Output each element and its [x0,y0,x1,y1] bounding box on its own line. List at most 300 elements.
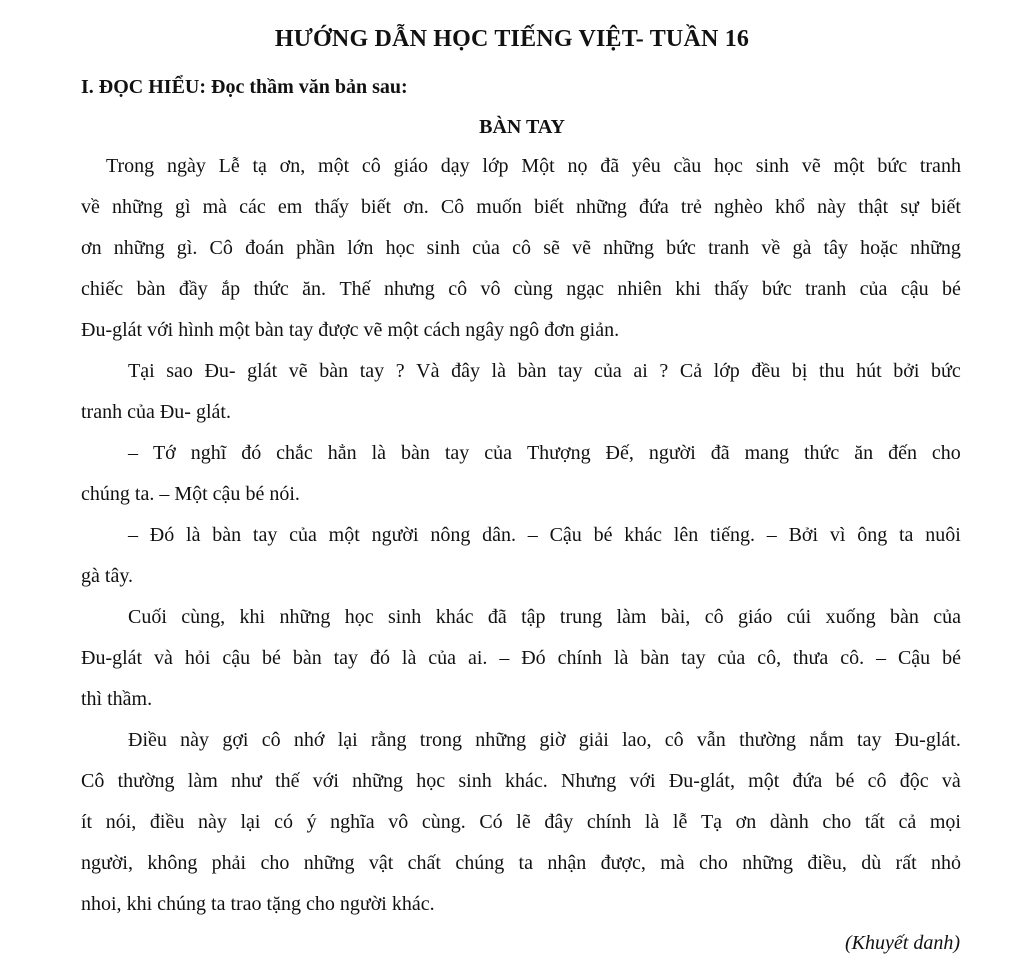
story-word: tay [857,729,882,751]
story-word: đứa [639,196,669,218]
story-word: lớp [713,360,740,382]
story-word: và [941,770,961,792]
story-line [81,597,961,638]
story-word: bàn [889,606,919,628]
story-word: hoặc [860,237,898,259]
story-line [81,884,961,925]
story-word: cùng [513,278,553,300]
story-word: các [239,196,266,218]
story-word: bàn [640,647,670,669]
story-word: của [472,237,500,259]
story-word: một [218,319,250,341]
story-line [81,146,961,187]
story-word: là [491,360,506,382]
story-word: thu [819,360,845,382]
story-word: bức [666,237,696,259]
story-word: bàn [401,442,430,464]
story-word: đầy [178,278,208,300]
story-word: những [910,237,961,259]
story-word: những [475,729,527,751]
story-word: vật [368,852,394,874]
story-word: rất [895,852,917,874]
story-word: sao [166,360,193,382]
story-word: cho [305,893,335,915]
story-word: một [318,155,350,177]
story-word: tay [558,360,583,382]
story-word: hút [856,360,882,382]
story-word: Đu- [159,401,191,423]
story-word: Đu- [204,360,236,382]
story-word: vì [829,524,846,546]
story-word: được [318,319,359,341]
story-word: bé [262,647,281,669]
story-word: biết [361,196,392,218]
story-word: này [817,196,847,218]
story-word: của [289,524,317,546]
story-word: glát [247,360,278,382]
story-word: và [154,647,173,669]
story-body [81,146,961,925]
story-word: một [833,155,865,177]
story-word: Thượng [526,442,591,464]
story-word: này [197,811,227,833]
story-word: điều, [807,852,847,874]
story-word: có [274,811,293,833]
story-word: như [231,770,262,792]
story-word: gà [792,237,812,259]
story-word: giờ [539,729,566,751]
story-word: dành [769,811,809,833]
story-line [81,392,961,433]
story-word: nông [430,524,471,546]
story-word: một [748,770,780,792]
story-line [81,556,961,597]
story-word: thưa [793,647,829,669]
story-word: lớp [482,155,509,177]
story-word: chắc [276,442,313,464]
story-word: vô [480,278,501,300]
story-word: đã [710,442,730,464]
story-word: ai. [467,647,488,669]
story-word: đã [487,606,507,628]
story-word: những [576,196,627,218]
story-word: dù [861,852,882,874]
story-line [81,679,961,720]
story-word: thật [858,196,889,218]
story-word: ? [659,360,669,382]
story-word: đây [451,360,480,382]
story-word: tranh [81,401,123,423]
story-line [81,351,961,392]
story-word: chiếc [81,278,124,300]
story-word: tay [288,319,314,341]
story-word: thế [275,770,300,792]
story-word: ăn [854,442,874,464]
story-word: vẽ [363,319,383,341]
story-word: khác [435,606,474,628]
story-word: cô. [840,647,865,669]
story-line [81,638,961,679]
story-word: muốn [476,196,522,218]
story-word: vẫn [696,729,726,751]
story-word: bức [877,155,908,177]
story-word: lên [673,524,699,546]
story-word: mà [660,852,685,874]
story-word: cùng, [181,606,226,628]
story-word: những [303,852,355,874]
story-word: bé [245,483,265,505]
story-word: đều [751,360,781,382]
story-word: cô, [757,647,782,669]
story-word: ? [395,360,405,382]
story-word: ngô [509,319,540,341]
story-word: cúi [786,606,812,628]
story-line [81,187,961,228]
story-word: – [128,524,138,546]
story-word: tay [252,524,278,546]
story-word: ắp [221,278,241,300]
story-word: bàn [517,360,547,382]
story-word: đoán [245,237,284,259]
story-word: Đế, [605,442,634,464]
story-word: nắm [809,729,844,751]
story-word: mà [202,196,228,218]
story-word: mọi [929,811,961,833]
story-word: ý [306,811,317,833]
story-word: độc [899,770,929,792]
story-word: Đu-glát. [894,729,961,751]
story-word: ai [633,360,648,382]
story-word: người, [81,852,133,874]
story-line [81,843,961,884]
story-word: vẽ [572,237,591,259]
story-word: cách [423,319,461,341]
story-word: glát. [195,401,231,423]
story-word: Trong [106,155,155,177]
story-word: dân. [482,524,517,546]
story-word: thấy [714,278,749,300]
story-word: của [484,442,512,464]
story-word: của [594,360,622,382]
story-word: những [742,852,794,874]
story-word: nhỏ [930,852,961,874]
story-word: là [644,811,660,833]
story-word: giản. [579,319,620,341]
story-line [81,228,961,269]
story-word: giải [578,729,609,751]
story-word: ông [857,524,888,546]
story-word: bởi [893,360,920,382]
story-word: Cậu [549,524,582,546]
story-word: khi [675,278,701,300]
story-line [81,720,961,761]
story-word: tranh [805,278,847,300]
story-word: nhoi, [81,893,122,915]
story-word: thường [739,729,797,751]
story-word: trung [559,606,603,628]
story-word: của [428,647,457,669]
story-word: nói. [269,483,300,505]
story-word: hỏi [184,647,211,669]
story-word: sinh [387,606,422,628]
story-word: cô [867,770,887,792]
story-word: ta [518,852,533,874]
story-word: nghèo [714,196,763,218]
section-heading: I. ĐỌC HIỂU: Đọc thầm văn bản sau: [81,76,408,98]
story-word: cho [698,852,728,874]
story-word: người [371,524,419,546]
story-word: hẳn [327,442,357,464]
story-word: ơn. [403,196,429,218]
story-word: đó [369,647,390,669]
story-word: phần [296,237,336,259]
story-word: cậu [222,647,251,669]
story-word: là [401,647,417,669]
story-word: những [279,606,331,628]
story-word: bị [791,360,808,382]
story-word: Tớ [152,442,176,464]
story-word: học [344,606,374,628]
story-word: Tại [128,360,155,382]
story-word: của [127,401,155,423]
story-word: cả [898,811,917,833]
story-word: ngây [465,319,505,341]
story-word: chúng [157,893,207,915]
story-word: trao [230,893,262,915]
story-word: rằng [370,729,407,751]
story-word: thì [81,688,103,710]
story-word: Lễ [218,155,240,177]
story-word: – [128,442,138,464]
story-word: đơn [544,319,575,341]
story-word: sự [900,196,919,218]
story-word: nghĩa [330,811,375,833]
story-word: gì [174,196,191,218]
story-word: tạ [252,155,267,177]
story-word: tây. [104,565,134,587]
story-word: – [876,647,887,669]
story-word: thường [117,770,175,792]
story-word: về [761,237,781,259]
story-word: cậu [900,278,929,300]
story-word: tay [444,442,470,464]
story-word: bàn [136,278,166,300]
story-word: biết [533,196,564,218]
story-line [81,802,961,843]
story-word: sinh [755,155,790,177]
story-word: đứa [792,770,823,792]
story-word: yêu [631,155,661,177]
story-word: làm [616,606,647,628]
story-word: không [147,852,198,874]
story-word: chúng [455,852,505,874]
story-word: về [81,196,100,218]
story-word: chúng [81,483,130,505]
story-line [81,433,961,474]
story-word: gợi [222,729,249,751]
story-word: của [717,647,746,669]
story-word: cho [931,442,961,464]
story-word: bé [835,770,855,792]
author-credit: (Khuyết danh) [845,932,960,954]
story-word: với [629,770,656,792]
story-word: chính [586,811,632,833]
story-word: cô [664,729,684,751]
document-title: HƯỚNG DẪN HỌC TIẾNG VIỆT- TUẦN 16 [274,26,750,52]
story-word: bức [931,360,961,382]
story-word: ơn [735,811,757,833]
story-word: Cả [679,360,703,382]
story-word: phải [211,852,247,874]
story-line [81,515,961,556]
story-word: Điều [128,729,167,751]
story-word: những [603,237,654,259]
story-word: cô [361,155,381,177]
story-word: khổ [775,196,806,218]
story-word: chất [407,852,441,874]
story-word: vẽ [801,155,821,177]
story-word: Cô [440,196,465,218]
story-word: cô [448,278,468,300]
story-word: một [328,524,360,546]
story-word: làm [187,770,218,792]
story-word: nọ [567,155,588,177]
story-word: ngày [166,155,206,177]
story-word: Có [479,811,503,833]
story-word: nhiên [617,278,662,300]
story-word: cầu [673,155,702,177]
story-word: xuống [825,606,876,628]
story-word: sinh [458,770,492,792]
story-word: đó [241,442,262,464]
story-word: những [352,770,403,792]
story-word: vô [388,811,409,833]
story-word: tranh [708,237,750,259]
story-word: lại [240,811,261,833]
story-word: khác. [504,770,548,792]
story-word: được, [600,852,646,874]
story-word: Đó [521,647,546,669]
story-word: nhưng [383,278,435,300]
story-word: tay [681,647,706,669]
story-word: Cậu [897,647,931,669]
story-word: là [371,442,387,464]
story-word: Bởi [788,524,819,546]
story-word: – [527,524,538,546]
story-line [81,269,961,310]
story-line [81,310,961,351]
story-word: lẽ [516,811,531,833]
story-word: người [648,442,696,464]
story-word: người [339,893,387,915]
story-word: tập [521,606,546,628]
story-word: – [499,647,510,669]
story-word: này [180,729,210,751]
story-word: Một [174,483,208,505]
story-word: lại [337,729,358,751]
story-word: học [714,155,743,177]
story-line [81,474,961,515]
story-word: thầm. [107,688,153,710]
story-word: đây [544,811,574,833]
story-word: lớn [347,237,374,259]
story-word: giáo [737,606,773,628]
story-word: em [277,196,303,218]
story-word: học [385,237,415,259]
story-word: Đu-glát, [668,770,735,792]
story-word: ngạc [566,278,604,300]
story-word: nuôi [925,524,961,546]
story-word: Đu-glát [81,647,143,669]
story-word: điều [149,811,185,833]
story-word: nhớ [293,729,325,751]
story-word: tay [333,647,359,669]
story-word: Cô [209,237,233,259]
story-word: bàn [292,647,322,669]
story-word: cô [704,606,724,628]
story-word: cậu [212,483,241,505]
story-word: bức [762,278,792,300]
story-word: học [416,770,446,792]
story-word: là [613,647,629,669]
story-word: Thế [339,278,371,300]
story-word: những [112,196,163,218]
story-word: ta. [134,483,155,505]
story-word: cô [261,729,281,751]
story-word: Cô [81,770,105,792]
story-word: thấy [314,196,349,218]
story-word: sinh [426,237,460,259]
story-word: với [312,770,339,792]
story-word: bé [942,278,961,300]
story-word: tặng [266,893,301,915]
story-word: Đu-glát [81,319,143,341]
story-word: Tạ [700,811,723,833]
story-line [81,761,961,802]
story-word: vẽ [288,360,308,382]
story-word: – [159,483,170,505]
story-word: trong [419,729,463,751]
story-word: lễ [672,811,688,833]
story-word: bàn [254,319,284,341]
story-word: – [766,524,777,546]
story-title: BÀN TAY [479,116,565,138]
story-word: tất [864,811,885,833]
story-word: khác. [391,893,435,915]
story-word: Đó [149,524,175,546]
story-word: bài, [660,606,691,628]
story-word: tiếng. [710,524,756,546]
story-word: ta [898,524,914,546]
story-word: của [859,278,888,300]
story-word: Cuối [128,606,167,628]
story-word: khác [624,524,663,546]
story-word: nghĩ [190,442,227,464]
story-word: bé [593,524,613,546]
story-word: đến [888,442,917,464]
story-word: Nhưng [560,770,617,792]
story-word: ăn. [302,278,327,300]
story-word: một [387,319,419,341]
story-word: với [147,319,174,341]
story-word: gà [81,565,100,587]
story-word: nói, [105,811,137,833]
story-word: thức [804,442,840,464]
story-word: bé [942,647,961,669]
story-word: giáo [393,155,428,177]
story-word: đã [600,155,620,177]
story-word: tranh [919,155,961,177]
